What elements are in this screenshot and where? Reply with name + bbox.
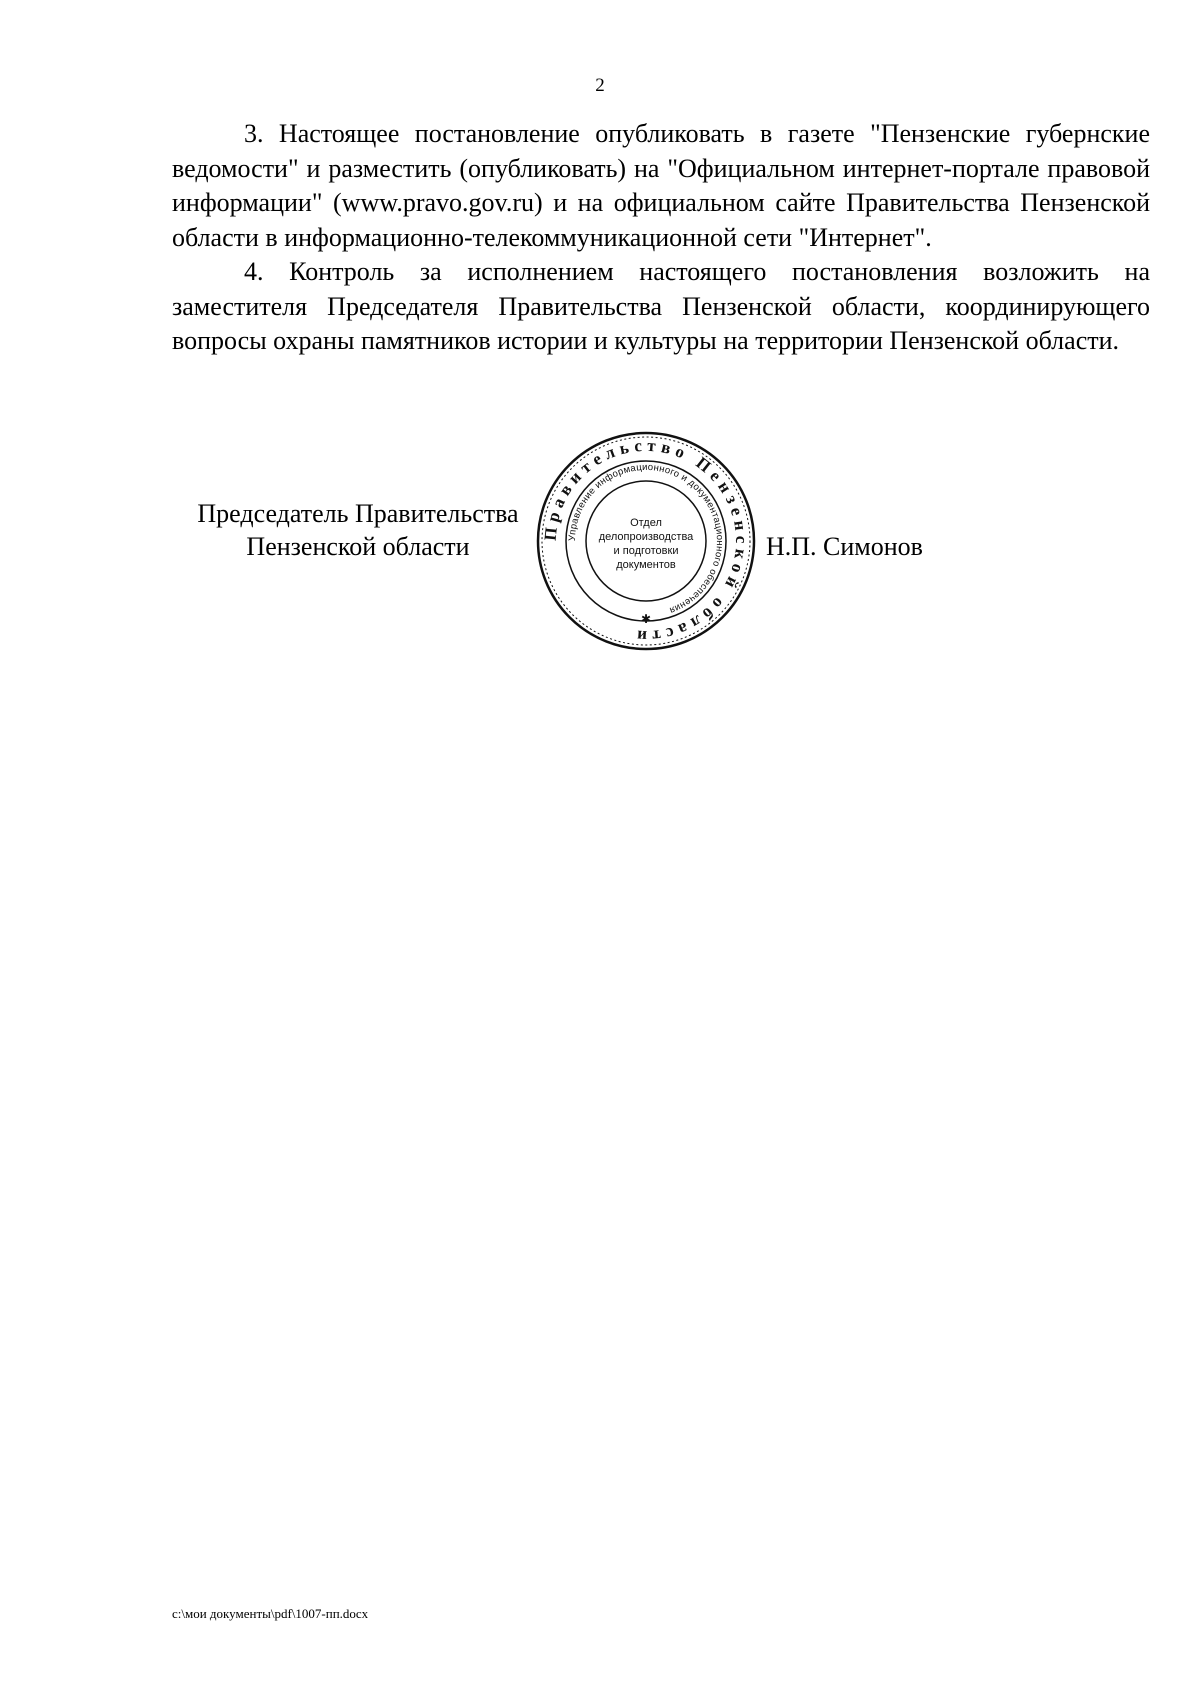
- signatory-position: [178, 497, 538, 563]
- seal-star-icon: ✱: [640, 612, 652, 626]
- signatory-name: Н.П. Симонов: [766, 532, 923, 561]
- footer-file-path: c:\мои документы\pdf\1007-пп.docx: [172, 1606, 369, 1621]
- seal-center-line3: и подготовки: [613, 545, 679, 557]
- paragraph-3: 3. Настоящее постановление опубликовать в газете "Пензенские губернские ведомости" и разместить (опубликовать) на "Официальном интернет-портале правовой информации" (www.pravo.gov.ru) и на официальном сайте Правительства Пензенской области в информационно-телекоммуникационной сети "Интернет".: [172, 119, 1150, 252]
- document-body: [172, 117, 1150, 359]
- signatory-position-line2: Пензенской области: [246, 532, 470, 561]
- seal-center-line1: Отдел: [630, 517, 662, 529]
- page-number: 2: [595, 75, 605, 96]
- signatory-position-line1: Председатель Правительства: [197, 499, 519, 528]
- seal-center-line2: делопроизводства: [598, 531, 694, 543]
- seal-outer-text: Правительство Пензенской области: [540, 435, 752, 647]
- seal-center-line4: документов: [616, 559, 676, 571]
- paragraph-4: 4. Контроль за исполнением настоящего постановления возложить на заместителя Председателя Правительства Пензенской области, координирующего вопросы охраны памятников истории и культуры на территории Пензенской области.: [172, 257, 1150, 355]
- seal-inner-ring-text: Управление информационного и документационного обеспечения: [566, 461, 726, 616]
- official-seal-stamp: [533, 428, 759, 654]
